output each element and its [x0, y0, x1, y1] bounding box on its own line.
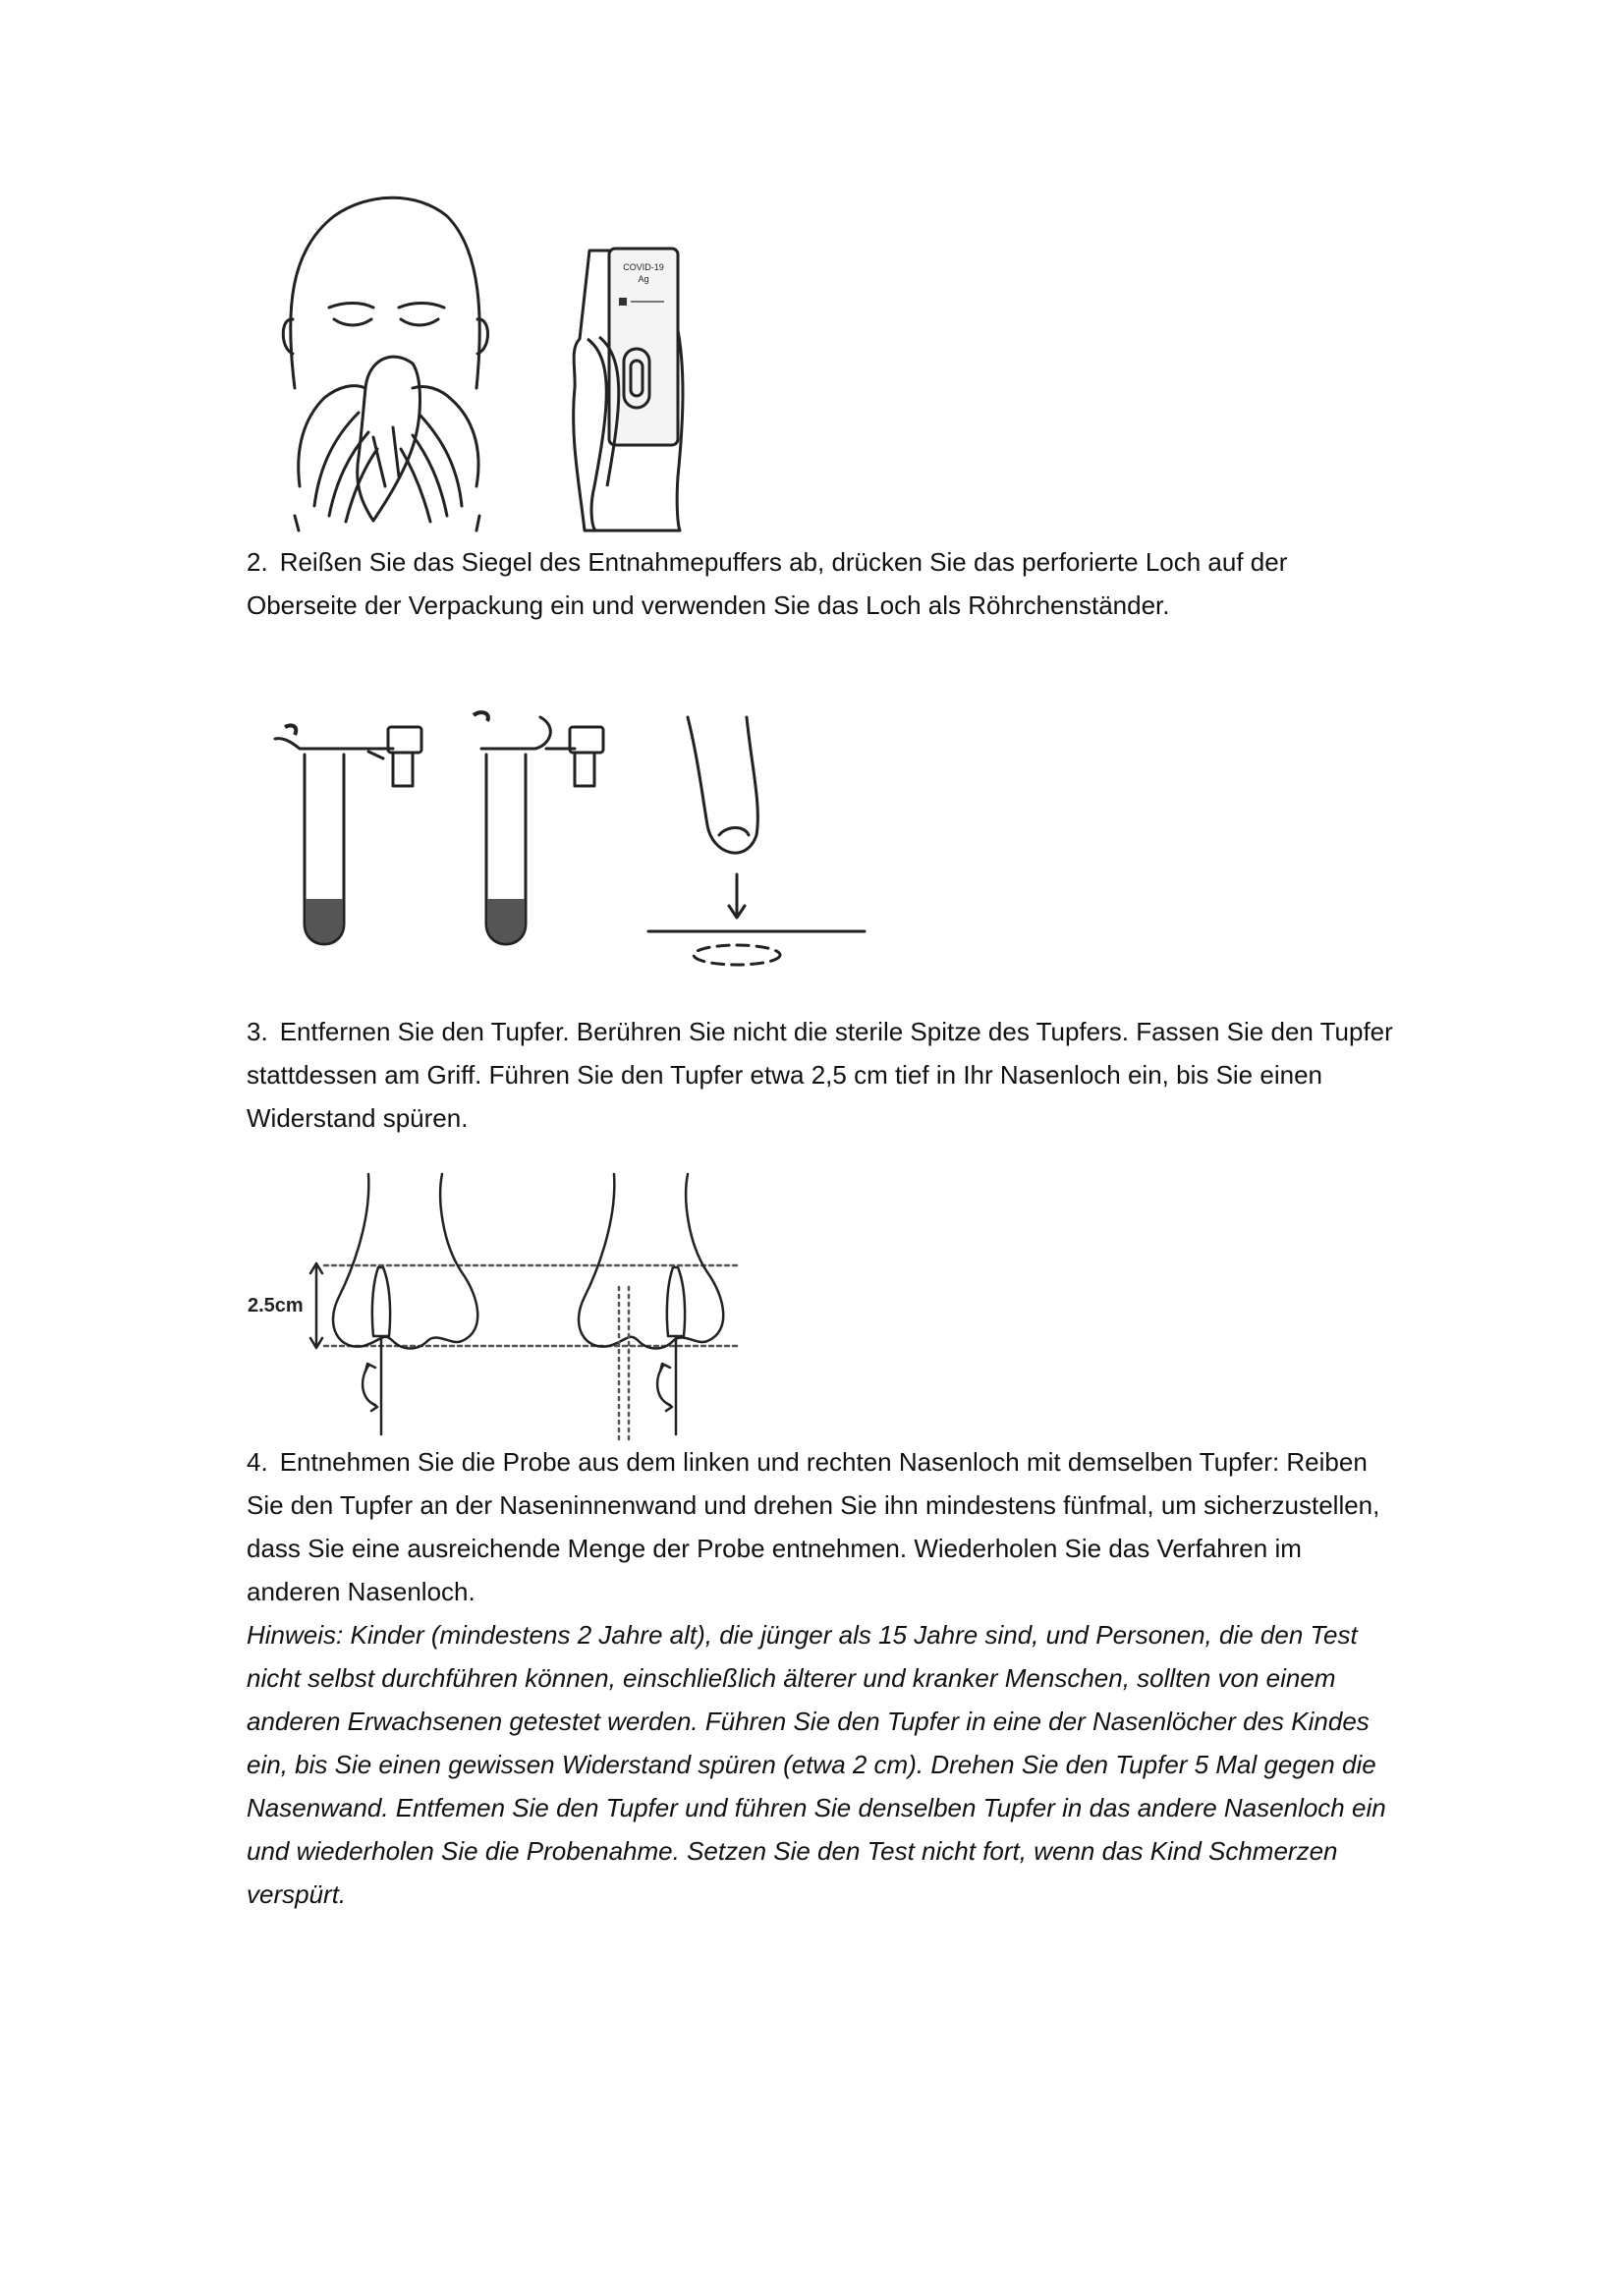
- step-2-paragraph: [247, 540, 1396, 627]
- test-device-label-line1: COVID-19: [623, 262, 664, 272]
- illustration-open-buffer-tubes: [265, 688, 894, 1002]
- figure-open-buffer-tubes: [265, 688, 894, 1002]
- step-4-paragraph: [247, 1440, 1396, 1613]
- step-4-note: Hinweis: Kinder (mindestens 2 Jahre alt), die jünger als 15 Jahre sind, und Personen, die den Test nicht selbst durchführen können, einschließlich älterer und kranker Menschen, sollten von einem anderen Erwachsenen getestet werden. Führen Sie den Tupfer in eine der Nasenlöcher des Kindes ein, bis Sie einen gewissen Widerstand spüren (etwa 2 cm). Drehen Sie den Tupfer 5 Mal gegen die Nasenwand. Entfemen Sie den Tupfer und führen Sie denselben Tupfer in das andere Nasenloch ein und wiederholen Sie die Probenahme. Setzen Sie den Test nicht fort, wenn das Kind Schmerzen verspürt.: [247, 1620, 1386, 1909]
- tear-seal-curve: [535, 717, 550, 749]
- step-4-text: Entnehmen Sie die Probe aus dem linken und rechten Nasenloch mit demselben Tupfer: Reiben Sie den Tupfer an der Naseninnenwand und drehen Sie ihn mindestens fünfmal, um sicherzustellen, dass Sie eine ausreichende Menge der Probe entnehmen. Wiederholen Sie das Verfahren im anderen Nasenloch.: [247, 1447, 1380, 1606]
- nose-left: [333, 1174, 477, 1349]
- tissue: [358, 357, 420, 521]
- perforated-hole: [694, 945, 780, 965]
- illustration-blow-nose-and-pouch: [275, 192, 737, 535]
- step-3-paragraph: [247, 1010, 1396, 1140]
- step-2-number: 2.: [247, 547, 268, 577]
- pouch-with-device: [574, 249, 683, 531]
- swab-right-tip: [667, 1267, 685, 1336]
- step-3-number: 3.: [247, 1017, 268, 1046]
- swab-left-tip: [372, 1267, 390, 1336]
- illustration-swab-depth: [246, 1159, 756, 1444]
- figure-blow-nose-and-pouch: [275, 192, 737, 535]
- tube-1-buffer: [306, 899, 343, 943]
- nose-right: [579, 1174, 723, 1349]
- left-hand: [299, 386, 365, 486]
- left-eye: [334, 319, 371, 325]
- tube-2-buffer: [487, 899, 525, 943]
- left-brow: [329, 304, 373, 308]
- right-hand: [413, 387, 478, 487]
- step-3-text: Entfernen Sie den Tupfer. Berühren Sie nicht die sterile Spitze des Tupfers. Fassen Sie den Tupfer stattdessen am Griff. Führen Sie den Tupfer etwa 2,5 cm tief in Ihr Nasenloch ein, bis Sie einen Widerstand spüren.: [247, 1017, 1393, 1133]
- right-eye: [401, 319, 438, 325]
- test-device-label-line2: Ag: [638, 274, 649, 284]
- right-brow: [399, 304, 444, 308]
- step-2-text: Reißen Sie das Siegel des Entnahmepuffers ab, drücken Sie das perforierte Loch auf der Oberseite der Verpackung ein und verwenden Sie das Loch als Röhrchenständer.: [247, 547, 1288, 620]
- step-4-number: 4.: [247, 1447, 268, 1477]
- depth-label: 2.5cm: [248, 1295, 304, 1316]
- figure-swab-depth: [246, 1159, 756, 1444]
- tear-arrow: [474, 712, 488, 721]
